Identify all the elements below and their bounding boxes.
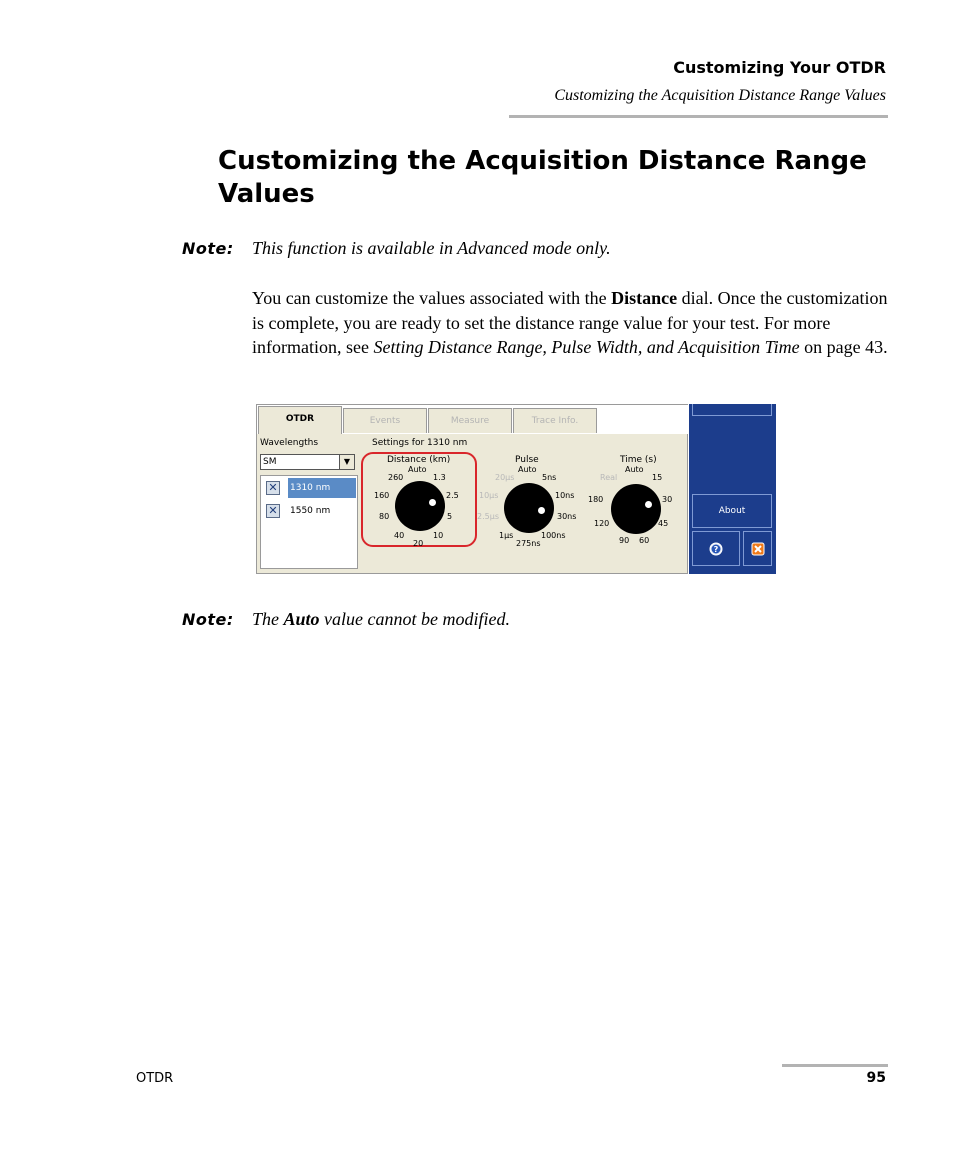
pulse-tick: 10µs — [479, 491, 499, 500]
otdr-settings-screenshot — [256, 404, 776, 574]
time-dial-title: Time (s) — [620, 455, 657, 465]
tab-measure[interactable]: Measure — [428, 408, 512, 433]
header-rule — [509, 115, 888, 118]
wavelength-label: 1550 nm — [290, 506, 331, 516]
dial-indicator — [429, 499, 436, 506]
pulse-tick: 2.5µs — [477, 512, 499, 521]
fiber-type-select[interactable] — [260, 454, 355, 470]
time-tick: 120 — [594, 519, 610, 528]
time-tick: 45 — [658, 519, 669, 528]
distance-dial-title: Distance (km) — [387, 455, 451, 465]
otdr-main-panel — [256, 404, 688, 574]
distance-tick: 80 — [379, 512, 390, 521]
list-item[interactable] — [261, 478, 357, 498]
time-tick: Real — [600, 473, 618, 482]
checkbox-checked-icon[interactable]: ✕ — [266, 481, 280, 495]
pulse-dial-title: Pulse — [515, 455, 539, 465]
close-icon — [751, 542, 765, 556]
chevron-down-icon[interactable]: ▼ — [339, 455, 354, 469]
distance-dial[interactable] — [395, 481, 445, 531]
tab-trace-info[interactable]: Trace Info. — [513, 408, 597, 433]
cross-reference: Setting Distance Range, Pulse Width, and Acquisition Time — [373, 337, 800, 357]
distance-tick: 260 — [388, 473, 404, 482]
running-header-section: Customizing the Acquisition Distance Range Values — [554, 87, 886, 104]
tab-bar — [257, 405, 689, 434]
tab-events[interactable]: Events — [343, 408, 427, 433]
distance-tick: 1.3 — [433, 473, 446, 482]
side-button-top[interactable] — [692, 404, 772, 416]
dial-indicator — [645, 501, 652, 508]
auto-term: Auto — [283, 609, 320, 629]
about-button[interactable]: About — [692, 494, 772, 528]
pulse-tick: 275ns — [516, 539, 541, 548]
help-button[interactable] — [692, 531, 740, 566]
time-tick: 30 — [662, 495, 673, 504]
time-tick: 180 — [588, 495, 604, 504]
time-dial[interactable] — [611, 484, 661, 534]
help-icon — [709, 542, 723, 556]
close-button[interactable] — [743, 531, 772, 566]
footer-rule — [782, 1064, 888, 1067]
distance-auto-label: Auto — [408, 465, 427, 474]
wavelength-list — [260, 475, 358, 569]
pulse-auto-label: Auto — [518, 465, 537, 474]
distance-tick: 10 — [433, 531, 444, 540]
pulse-tick: 30ns — [557, 512, 577, 521]
list-item[interactable] — [261, 501, 357, 521]
pulse-tick: 20µs — [495, 473, 515, 482]
side-panel — [689, 404, 776, 574]
note-text: The Auto value cannot be modified. — [252, 609, 510, 629]
dial-indicator — [538, 507, 545, 514]
time-tick: 60 — [639, 536, 650, 545]
pulse-dial[interactable] — [504, 483, 554, 533]
page-title: Customizing the Acquisition Distance Range Values — [218, 146, 867, 209]
wavelengths-label: Wavelengths — [260, 438, 319, 448]
settings-label: Settings for 1310 nm — [372, 438, 468, 448]
distance-tick: 20 — [413, 539, 424, 548]
pulse-tick: 100ns — [541, 531, 566, 540]
svg-text:?: ? — [713, 545, 719, 554]
footer-product: OTDR — [136, 1071, 174, 1086]
distance-tick: 5 — [447, 512, 453, 521]
pulse-tick: 10ns — [555, 491, 575, 500]
note-text: This function is available in Advanced mode only. — [252, 238, 611, 258]
distance-term: Distance — [611, 288, 678, 308]
time-auto-label: Auto — [625, 465, 644, 474]
distance-tick: 160 — [374, 491, 390, 500]
page-number: 95 — [866, 1070, 886, 1086]
checkbox-checked-icon[interactable]: ✕ — [266, 504, 280, 518]
tab-otdr[interactable]: OTDR — [258, 406, 342, 434]
distance-tick: 40 — [394, 531, 405, 540]
running-header-chapter: Customizing Your OTDR — [673, 58, 886, 77]
time-tick: 90 — [619, 536, 630, 545]
note-label: Note: — [182, 610, 234, 629]
pulse-tick: 1µs — [499, 531, 514, 540]
pulse-tick: 5ns — [542, 473, 557, 482]
wavelength-label: 1310 nm — [288, 478, 356, 498]
body-paragraph: You can customize the values associated with the Distance dial. Once the customization is complete, you are ready to set the distance range value for your test. For more information, see Setting Distance Range, Pulse Width, and Acquisition Time on page 43. — [252, 288, 888, 357]
distance-tick: 2.5 — [446, 491, 459, 500]
note-label: Note: — [182, 239, 234, 258]
time-tick: 15 — [652, 473, 663, 482]
fiber-type-value: SM — [263, 457, 277, 467]
